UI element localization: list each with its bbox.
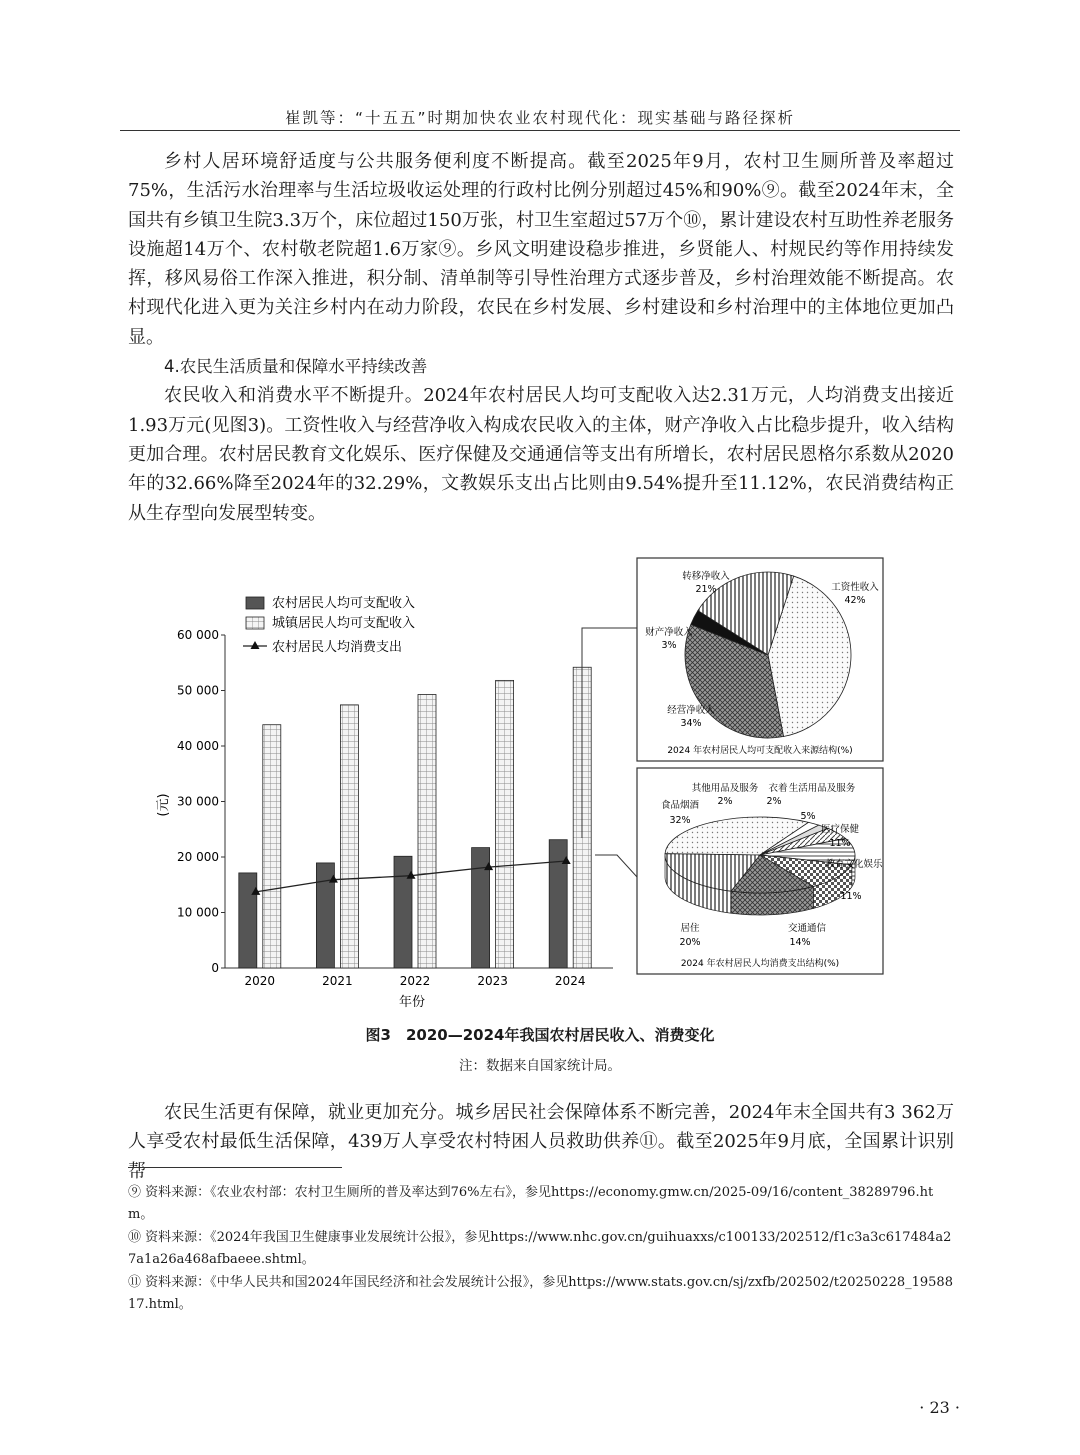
figure-note: 注：数据来自国家统计局。	[459, 1058, 621, 1074]
income-pct-transfer: 21%	[695, 584, 717, 595]
income-label-transfer: 转移净收入	[682, 571, 730, 582]
spend-pct-clothing: 2%	[766, 796, 782, 807]
spend-label-education: 教育文化娱乐	[825, 859, 883, 870]
y-tick-label: 60 000	[177, 628, 219, 642]
legend	[243, 595, 415, 655]
bar-urban-income	[496, 680, 514, 968]
footnote-rule	[128, 1167, 342, 1168]
bar-urban-income	[340, 705, 358, 968]
legend-label-rural-income: 农村居民人均可支配收入	[272, 596, 416, 611]
figure-caption: 图3 2020—2024年我国农村居民收入、消费变化	[365, 1026, 715, 1044]
legend-label-spending: 农村居民人均消费支出	[272, 640, 403, 655]
spend-pct-other: 2%	[717, 796, 733, 807]
legend-marker-spending	[251, 641, 260, 649]
running-title: 崔凯等：“十五五”时期加快农业农村现代化：现实基础与路径探析	[284, 109, 796, 127]
body-upper	[128, 147, 954, 528]
y-tick-label: 50 000	[177, 683, 219, 698]
legend-swatch-rural-income	[246, 597, 264, 609]
y-tick-label: 30 000	[177, 794, 219, 809]
spend-label-housing: 居住	[680, 923, 700, 934]
footnotes	[128, 1182, 954, 1317]
bar-rural-income	[239, 873, 257, 968]
page-number: · 23 ·	[919, 1398, 960, 1417]
spend-label-medical: 医疗保健	[820, 824, 860, 835]
body-lower	[128, 1098, 954, 1186]
income-pct-business: 34%	[680, 718, 702, 729]
spend-pct-medical: 11%	[829, 838, 851, 849]
spend-pct-transport: 14%	[789, 937, 811, 948]
y-tick-label: 0	[211, 961, 219, 975]
y-axis-title: (元)	[156, 793, 171, 817]
spend-label-food: 食品烟酒	[660, 800, 700, 811]
spend-pct-housing: 20%	[679, 937, 701, 948]
legend-label-urban-income: 城镇居民人均可支配收入	[272, 616, 416, 631]
spending-pie-title: 2024 年农村居民人均消费支出结构(%)	[680, 959, 840, 969]
spend-label-household: 生活用品及服务	[788, 783, 856, 794]
income-label-business: 经营净收入	[667, 705, 715, 716]
spend-pct-education: 11%	[840, 891, 862, 902]
bar-line-chart	[156, 595, 613, 1010]
income-source-pie-panel	[637, 558, 883, 761]
y-tick-label: 40 000	[177, 739, 219, 753]
section-subhead: 4.农民生活质量和保障水平持续改善	[164, 357, 428, 377]
spending-structure-pie-panel	[637, 768, 883, 974]
income-label-property: 财产净收入	[645, 627, 693, 638]
income-pie-title: 2024 年农村居民人均可支配收入来源结构(%)	[667, 746, 853, 756]
bar-urban-income	[263, 725, 281, 968]
x-tick-label: 2020	[244, 974, 276, 988]
paragraph-income: 农民收入和消费水平不断提升。2024年农村居民人均可支配收入达2.31万元，人均消费支出接近1.93万元(见图3)。工资性收入与经营净收入构成农民收入的主体，财产净收入占比稳步提升，收入结构更加合理。农村居民教育文化娱乐、医疗保健及交通通信等支出有所增长，农村居民恩格尔系数从2020年的32.66%降至2024年的32.29%，文教娱乐支出占比则由9.54%提升至11.12%，农民消费结构正从生存型向发展型转变。	[128, 385, 954, 524]
bar-rural-income	[394, 856, 412, 968]
income-pct-property: 3%	[661, 640, 677, 651]
footnote-11: ⑪ 资料来源：《中华人民共和国2024年国民经济和社会发展统计公报》，参见https://www.stats.gov.cn/sj/zxfb/202502/t20250228_1958817.html。	[128, 1275, 953, 1312]
bar-urban-income	[418, 694, 436, 968]
footnote-9: ⑨ 资料来源：《农业农村部：农村卫生厕所的普及率达到76%左右》，参见https://economy.gmw.cn/2025-09/16/content_38289796.htm。	[128, 1185, 934, 1222]
x-tick-label: 2021	[322, 974, 353, 988]
footnote-10: ⑩ 资料来源：《2024年我国卫生健康事业发展统计公报》，参见https://www.nhc.gov.cn/guihuaxxs/c100133/202512/f1c3a3c617484a27a1a26a468afbaeee.shtml。	[128, 1230, 952, 1267]
y-tick-label: 20 000	[177, 850, 219, 864]
spend-label-clothing: 衣着	[768, 783, 788, 794]
figure-3	[150, 555, 890, 1025]
spend-pct-household: 5%	[800, 811, 816, 822]
spend-label-transport: 交通通信	[787, 923, 827, 934]
income-pct-wage: 42%	[844, 595, 866, 606]
bar-rural-income	[549, 840, 567, 968]
legend-swatch-urban-income	[246, 617, 264, 629]
connector-to-spending-pie	[595, 855, 637, 877]
x-axis-title: 年份	[398, 995, 426, 1010]
income-label-wage: 工资性收入	[831, 582, 879, 593]
y-tick-label: 10 000	[177, 905, 219, 920]
x-tick-label: 2023	[477, 974, 508, 988]
x-tick-label: 2022	[399, 974, 431, 988]
x-tick-label: 2024	[554, 974, 586, 988]
header-rule	[120, 130, 960, 131]
paragraph-social-security: 农民生活更有保障，就业更加充分。城乡居民社会保障体系不断完善，2024年末全国共有3 362万人享受农村最低生活保障，439万人享受农村特困人员救助供养⑪。截至2025年9月底，全国累计识别帮	[128, 1102, 954, 1182]
paragraph-living-environment: 乡村人居环境舒适度与公共服务便利度不断提高。截至2025年9月，农村卫生厕所普及率超过75%，生活污水治理率与生活垃圾收运处理的行政村比例分别超过45%和90%⑨。截至2024年末，全国共有乡镇卫生院3.3万个，床位超过150万张，村卫生室超过57万个⑩，累计建设农村互助性养老服务设施超14万个、农村敬老院超1.6万家⑨。乡风文明建设稳步推进，乡贤能人、村规民约等作用持续发挥，移风易俗工作深入推进，积分制、清单制等引导性治理方式逐步普及，乡村治理效能不断提高。农村现代化进入更为关注乡村内在动力阶段，农民在乡村发展、乡村建设和乡村治理中的主体地位更加凸显。	[128, 151, 954, 348]
spend-label-other: 其他用品及服务	[691, 783, 759, 794]
spend-pct-food: 32%	[669, 815, 691, 826]
